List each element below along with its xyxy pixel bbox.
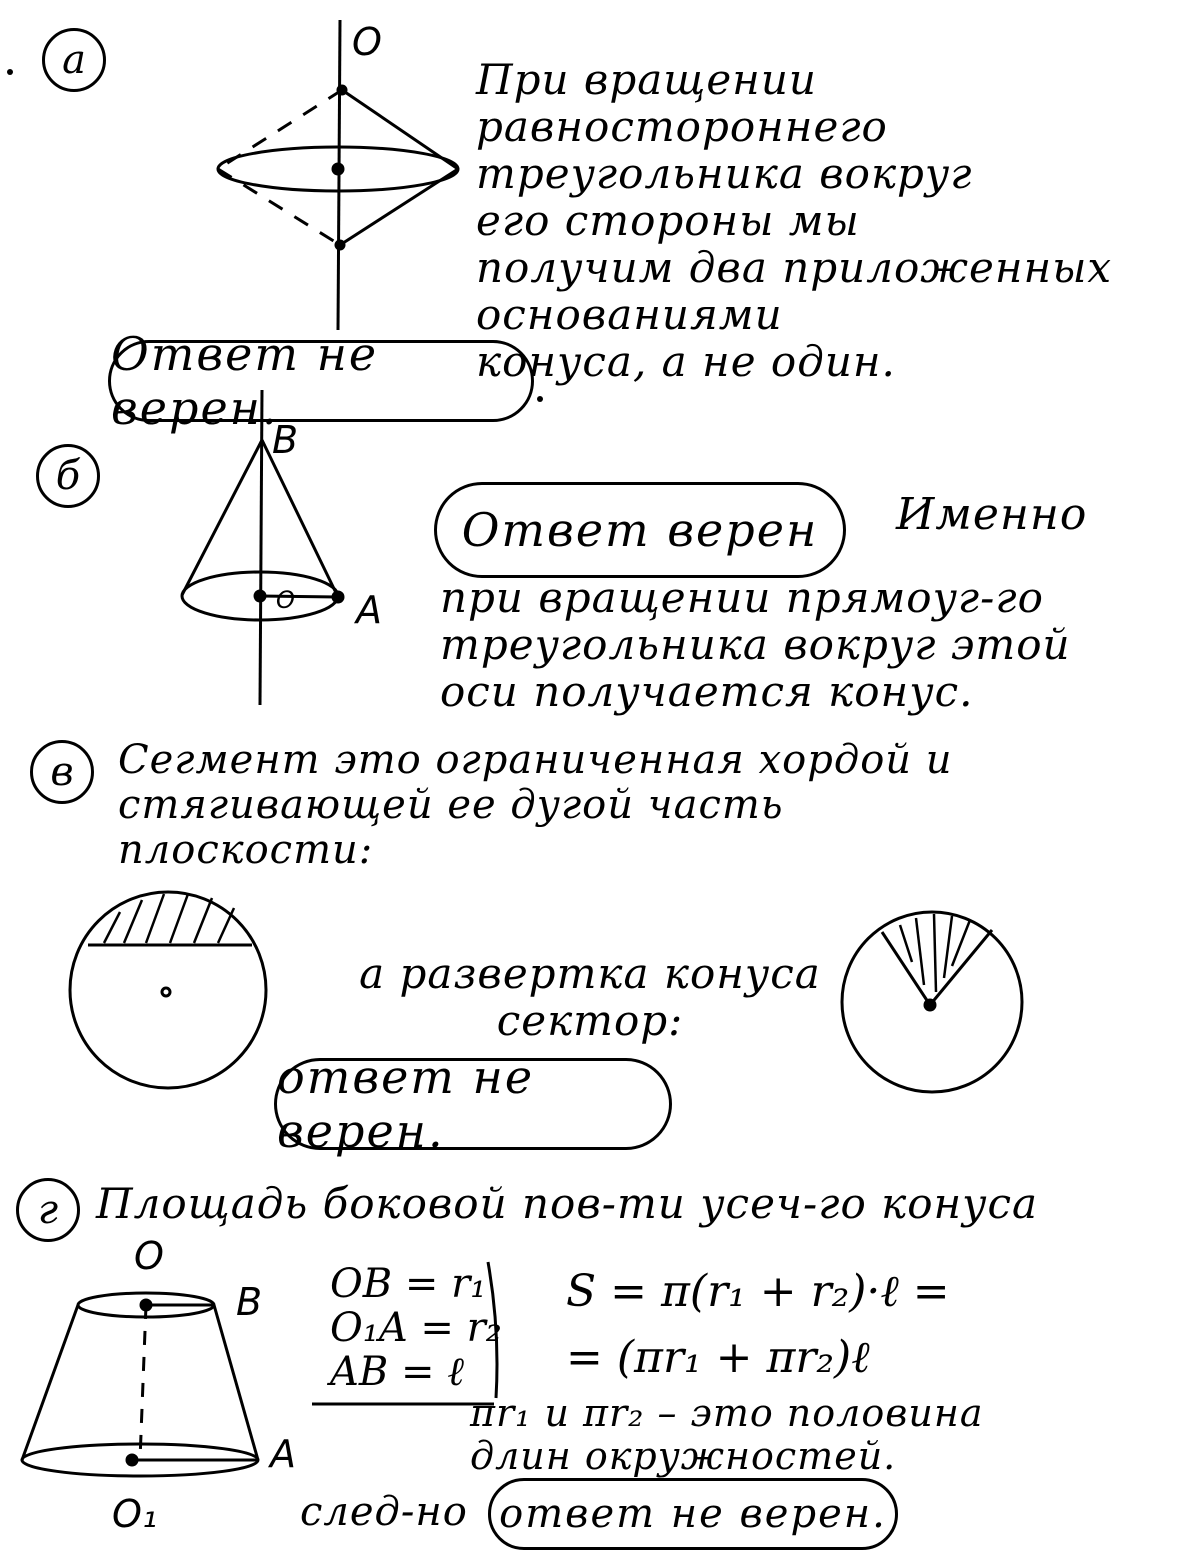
conclusion-prefix: след-но — [300, 1489, 468, 1535]
axis-label-O: О — [352, 20, 382, 64]
triangle-side-bottom — [340, 169, 458, 245]
formula-note: πr₁ и πr₂ – это половина длин окружностей. — [470, 1391, 984, 1478]
part-v-verdict: ответ не верен. — [274, 1058, 672, 1150]
rotated-side-top — [218, 90, 342, 169]
label-B: B — [272, 418, 299, 462]
frustum-label-A: A — [270, 1432, 296, 1476]
double-cone-figure — [218, 20, 458, 330]
part-v-marker: в — [30, 740, 94, 804]
frustum-left-side — [22, 1305, 78, 1460]
part-b-verdict: Ответ верен — [434, 482, 846, 578]
point-A — [333, 592, 343, 602]
apex-bottom-point — [336, 241, 344, 249]
part-g-verdict: ответ не верен. — [488, 1478, 898, 1550]
label-O-center: О — [276, 586, 295, 614]
part-b-text-first-word: Именно — [896, 489, 1088, 540]
triangle-side-top — [342, 90, 458, 169]
sector-hatching — [900, 914, 970, 992]
part-v-middle-text: а развертка конуса сектор: — [359, 949, 821, 1046]
part-b-explanation: при вращении прямоуг-го треугольника вокруг этой оси получается конус. — [440, 573, 1071, 717]
formula-line-1: S = π(r₁ + r₂)·ℓ = — [566, 1266, 950, 1317]
label-A: A — [356, 588, 382, 632]
given-OB: OB = r₁ — [330, 1261, 487, 1307]
frustum-figure — [22, 1293, 258, 1476]
part-g-heading: Площадь боковой пов-ти усеч-го конуса — [96, 1179, 1039, 1228]
segment-figure — [70, 892, 266, 1088]
center-point — [333, 164, 343, 174]
frustum-label-O: О — [134, 1234, 164, 1278]
cone-figure — [182, 390, 343, 705]
sector-figure — [842, 912, 1022, 1092]
part-a-marker: а — [42, 28, 106, 92]
frustum-right-side — [214, 1305, 258, 1460]
givens-list — [330, 1262, 502, 1394]
apex-top-point — [338, 86, 346, 94]
part-a-explanation: При вращении равностороннего треугольника вокруг его стороны мы получим два приложенных основаниями конуса, а не один. — [476, 55, 1113, 387]
cone-radius — [260, 596, 338, 597]
given-O1A: O₁A = r₂ — [330, 1305, 502, 1351]
segment-circle-center — [162, 988, 170, 996]
part-a-verdict: Ответ не верен. — [108, 340, 534, 422]
frustum-label-B: B — [236, 1280, 263, 1324]
sector-center-point — [925, 1000, 935, 1010]
ink-dot — [537, 396, 543, 402]
part-g-marker: г — [16, 1178, 80, 1242]
formula-line-2: = (πr₁ + πr₂)ℓ — [566, 1332, 870, 1383]
part-b-marker: б — [36, 444, 100, 508]
part-v-definition: Сегмент это ограниченная хордой и стягивающей ее дугой часть плоскости: — [118, 737, 953, 873]
ink-dot — [7, 69, 13, 75]
given-AB: AB = ℓ — [330, 1349, 464, 1395]
cone-center-point — [255, 591, 265, 601]
cone-axis — [260, 390, 262, 705]
frustum-label-O1: O₁ — [112, 1492, 158, 1536]
frustum-axis — [140, 1305, 146, 1460]
